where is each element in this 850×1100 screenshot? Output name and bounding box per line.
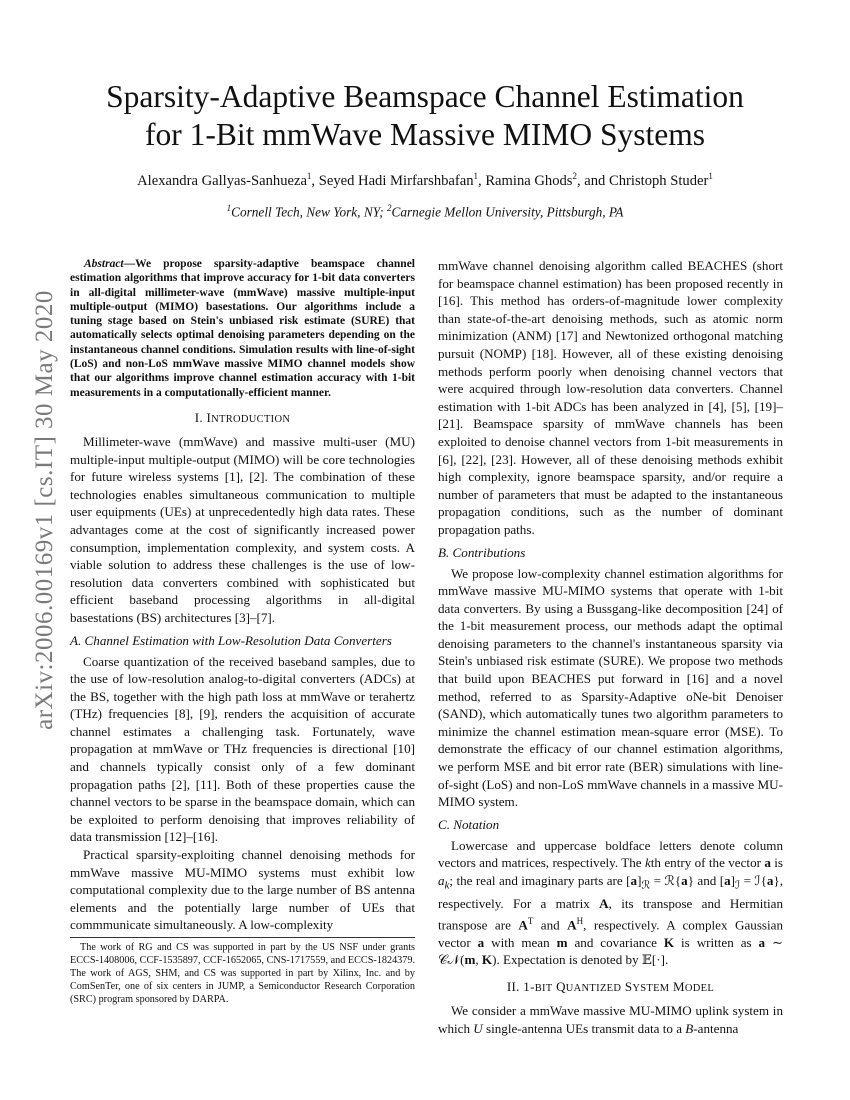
section-heading-introduction (70, 410, 415, 426)
section-number: I. (194, 409, 207, 425)
subsection-heading: A. Channel Estimation with Low-Resolution Data Converters (70, 632, 392, 648)
title-line-1: Sparsity-Adaptive Beamspace Channel Estimation (106, 79, 744, 114)
title-line-2: for 1-Bit mmWave Massive MIMO Systems (144, 117, 706, 152)
left-column (70, 257, 415, 934)
page-title (40, 78, 810, 154)
affiliation-text: Carnegie Mellon University, Pittsburgh, PA (391, 204, 624, 220)
arxiv-stamp: arXiv:2006.00169v1 [cs.IT] 30 May 2020 (31, 290, 58, 730)
author-affiliation-mark: 2 (572, 171, 577, 181)
author-name: Christoph Studer (609, 172, 709, 189)
author-name: Alexandra Gallyas-Sanhueza (137, 172, 307, 189)
author-name: Seyed Hadi Mirfarshbafan (318, 172, 474, 189)
section-title-rest: NTRODUCTION (211, 413, 291, 425)
paragraph: We consider a mmWave massive MU-MIMO uplink system in which U single-antenna UEs transmit data to a B-antenna (438, 1002, 783, 1036)
affiliation-mark: 1 (226, 203, 232, 213)
paragraph: Millimeter-wave (mmWave) and massive multi-user (MU) multiple-input multiple-output (MIMO) will be core technologies for future wireless systems [1], [2]. The combination of these technologies enables simultaneous communication to multiple user equipments (UEs) at unprecedentedly high data rates. These advantages come at the cost of significantly increased power consumption, implementation complexity, and system costs. A viable solution to address these challenges is the use of low-resolution data converters combined with sophisticated but efficient baseband processing algorithms in all-digital basestations (BS) architectures [3]–[7]. (70, 433, 415, 625)
subsection-heading: C. Notation (438, 816, 500, 832)
footnote-text: The work of RG and CS was supported in part by the US NSF under grants ECCS-1408006, CCF-1535897, CCF-1652065, CNS-1717559, and ECCS-1824379. The work of AGS, SHM, and CS was supported in part by Xilinx, Inc. and by ComSenTer, one of six centers in JUMP, a Semiconductor Research Corporation (SRC) program sponsored by DARPA. (70, 942, 415, 1005)
affiliation-mark: 2 (386, 203, 392, 213)
right-column (438, 257, 783, 1037)
footnote (70, 937, 415, 1006)
paragraph: Coarse quantization of the received baseband samples, due to the use of low-resolution analog-to-digital converters (ADCs) at the BS, together with the high path loss at mmWave or terahertz (THz) frequencies [8], [9], renders the acquisition of accurate channel estimates a challenging task. Fortunately, wave propagation at mmWave or THz frequencies is directional [10] and channels typically consist only of a few dominant propagation paths [2], [11]. Both of these properties cause the channel vectors to be sparse in the beamspace domain, which can be exploited to perform denoising that improves reliability of data transmission [12]–[16]. (70, 653, 415, 845)
author-separator: , and (576, 172, 610, 189)
paragraph: Practical sparsity-exploiting channel denoising methods for mmWave massive MU-MIMO systems must exhibit low computational complexity due to the large number of BS antenna elements and the potentially large number of UEs that commmunicate simultaneously. A low-complexity (70, 847, 415, 933)
abstract-label: Abstract (84, 258, 124, 270)
author-name: Ramina Ghods (485, 172, 573, 189)
author-affiliation-mark: 1 (708, 171, 713, 181)
author-affiliation-mark: 1 (306, 171, 312, 181)
paragraph: We propose low-complexity channel estimation algorithms for mmWave massive MU-MIMO systems that operate with 1-bit data converters. By using a Bussgang-like decomposition [24] of the 1-bit measurement process, our methods adapt the optimal denoising parameters to the channel's instantaneous sparsity via Stein's unbiased risk estimate (SURE). We propose two methods that build upon BEACHES put forward in [16] and a novel method, referred to as Sparsity-Adaptive oNe-bit Denoiser (SAND), which automatically tunes two algorithm parameters to minimize the channel estimation mean-square error (MSE). To demonstrate the efficacy of our channel estimation algorithms, we perform MSE and bit error rate (BER) simulations with line-of-sight (LoS) and non-LoS mmWave channels in a massive MU-MIMO system. (438, 565, 783, 810)
notation-paragraph: Lowercase and uppercase boldface letters denote column vectors and matrices, respectively. The kth entry of the vector a is $a_k$; the real and imaginary parts are $[a]_ℛ$ = ℛ{a} and $[a]_ℐ$ = ℐ{a}, respectively. For a matrix A, its transpose and Hermitian transpose are $A^T$ and $A^H$, respectively. A complex Gaussian vector a with mean m and covariance K is written as a ∼ 𝒞𝒩(m, K). Expectation is denoted by 𝔼[·]. (438, 837, 784, 968)
author-affiliation-mark: 1 (473, 171, 479, 181)
paragraph: mmWave channel denoising algorithm called BEACHES (short for beamspace channel estimation) has been proposed recently in [16]. This method has orders-of-magnitude lower complexity than state-of-the-art denoising methods, such as atomic norm minimization (ANM) [17] and Newtonized orthogonal matching pursuit (NOMP) [18]. However, all of these existing denoising methods perform poorly when denoising channel vectors that were acquired through low-resolution data converters. Channel estimation with 1-bit ADCs has been analyzed in [4], [5], [19]–[21]. Beamspace sparsity of mmWave channels has been exploited to denoise channel vectors from 1-bit measurements in [6], [22], [23]. However, all of these denoising methods exhibit high complexity, ignore beamspace sparsity, and/or require a number of parameters that must be adapted to the instantaneous propagation conditions, such as the number of dominant propagation paths. (438, 258, 783, 537)
author-separator: , (478, 172, 486, 189)
author-list (40, 171, 810, 190)
affiliations (40, 203, 810, 220)
author-separator: , (311, 172, 319, 189)
section-title-cap: I (206, 409, 212, 425)
section-heading-system-model: II. 1-BIT QUANTIZED SYSTEM MODEL (506, 978, 715, 994)
abstract-text: —We propose sparsity-adaptive beamspace channel estimation algorithms that improve accuracy for 1-bit data converters in all-digital millimeter-wave (mmWave) massive multiple-input multiple-output (MIMO) basestations. Our algorithms include a tuning stage based on Stein's unbiased risk estimate (SURE) that automatically selects optimal denoising parameters depending on the instantaneous channel conditions. Simulation results with line-of-sight (LoS) and non-LoS mmWave massive MIMO channel models show that our algorithms improve channel estimation accuracy with 1-bit measurements in a computationally-efficient manner. (70, 258, 415, 399)
abstract (70, 257, 415, 400)
subsection-heading: B. Contributions (438, 544, 526, 560)
affiliation-text: Cornell Tech, New York, NY; (231, 204, 387, 220)
